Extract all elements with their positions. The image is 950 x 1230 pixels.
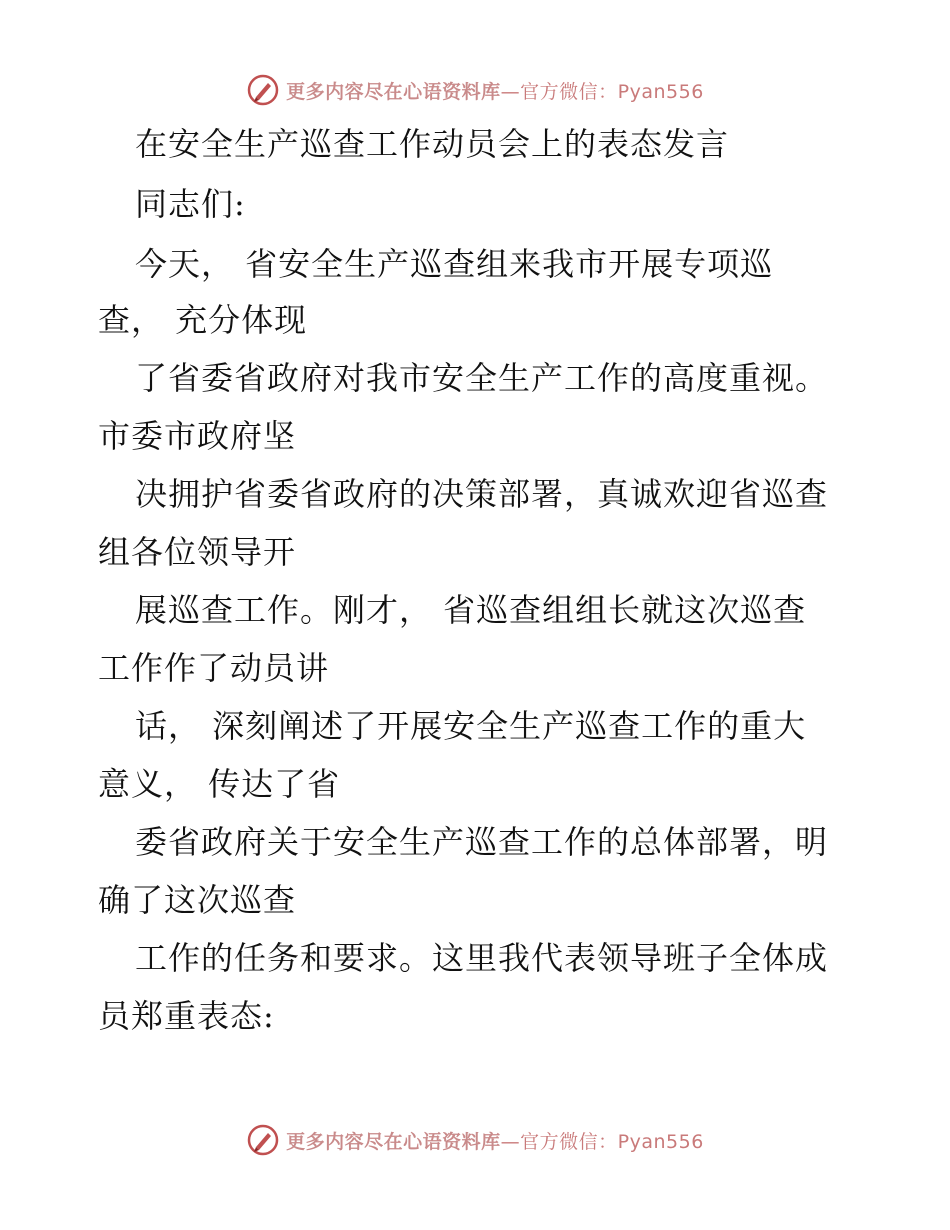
pen-logo-icon <box>246 73 280 107</box>
header-watermark <box>0 70 950 110</box>
watermark-contact-text: —官方微信：Pyan556 <box>500 80 704 103</box>
paragraph-line: 确了这次巡查 <box>98 881 297 919</box>
watermark-main-text: 更多内容尽在心语资料库 <box>286 1130 501 1153</box>
paragraph-line: 员郑重表态: <box>98 997 275 1035</box>
paragraph-line: 市委市政府坚 <box>98 417 297 455</box>
watermark-text <box>286 77 704 104</box>
paragraph-line: 展巡查工作。刚才， 省巡查组组长就这次巡查 <box>135 591 807 629</box>
paragraph-line: 委省政府关于安全生产巡查工作的总体部署，明 <box>135 823 829 861</box>
paragraph-line: 意义， 传达了省 <box>98 765 341 803</box>
paragraph-line: 决拥护省委省政府的决策部署，真诚欢迎省巡查 <box>135 475 829 513</box>
paragraph-line: 组各位领导开 <box>98 533 297 571</box>
paragraph-line: 话， 深刻阐述了开展安全生产巡查工作的重大 <box>135 707 807 745</box>
paragraph-line: 今天， 省安全生产巡查组来我市开展专项巡 <box>135 245 774 283</box>
pen-logo-icon <box>246 1123 280 1157</box>
watermark-group <box>246 73 704 107</box>
salutation: 同志们: <box>135 185 246 223</box>
paragraph-line: 工作作了动员讲 <box>98 649 330 687</box>
watermark-text <box>286 1127 704 1154</box>
document-title: 在安全生产巡查工作动员会上的表态发言 <box>135 125 730 163</box>
paragraph-line: 查， 充分体现 <box>98 301 308 339</box>
watermark-main-text: 更多内容尽在心语资料库 <box>286 80 501 103</box>
watermark-contact-text: —官方微信：Pyan556 <box>500 1130 704 1153</box>
paragraph-line: 了省委省政府对我市安全生产工作的高度重视。 <box>135 359 829 397</box>
paragraph-line: 工作的任务和要求。这里我代表领导班子全体成 <box>135 939 829 977</box>
footer-watermark <box>0 1120 950 1160</box>
watermark-group <box>246 1123 704 1157</box>
